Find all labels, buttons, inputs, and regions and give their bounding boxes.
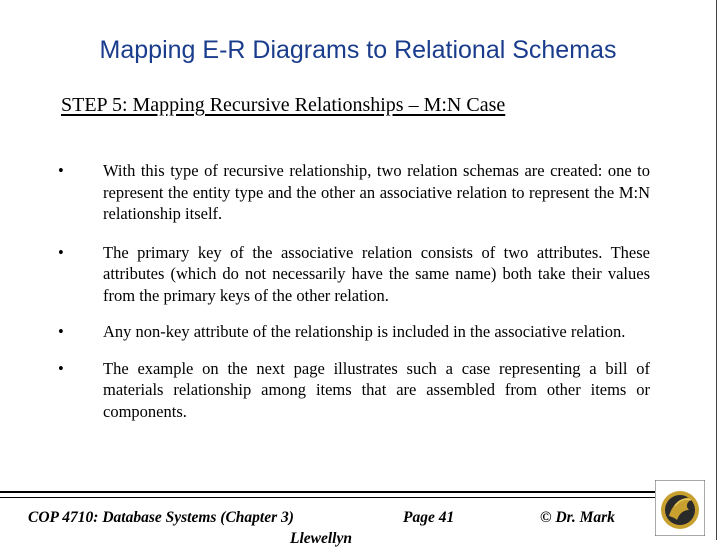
bullet-text: With this type of recursive relationship, two relation schemas are created: one to represent the entity type and the other an associative relation to represent the M:N relationship itself. — [103, 161, 650, 223]
footer-author-overflow: Llewellyn — [290, 530, 352, 547]
slide-title: Mapping E-R Diagrams to Relational Schemas — [99, 36, 617, 64]
bullet-list — [58, 160, 650, 422]
bullet-symbol: • — [58, 161, 64, 180]
footer-course: COP 4710: Database Systems (Chapter 3) — [28, 509, 294, 526]
bullet-text: The example on the next page illustrates such a case representing a bill of materials relationship among items that are assembled from other items or components. — [103, 358, 650, 421]
bullet-text: The primary key of the associative relation consists of two attributes. These attributes (which do not necessarily have the same name) both take their values from the primary keys of the other relation. — [103, 242, 650, 305]
bullet-item — [58, 160, 650, 225]
bullet-symbol: • — [58, 242, 64, 262]
footer-page-number: Page 41 — [403, 509, 455, 526]
footer-copyright: © Dr. Mark — [540, 509, 615, 526]
footer-rule — [0, 497, 655, 498]
bullet-text: Any non-key attribute of the relationship is included in the associative relation. — [103, 322, 626, 341]
bullet-item — [58, 242, 650, 307]
footer-rule — [0, 491, 655, 493]
bullet-item — [58, 358, 650, 423]
bullet-item — [58, 321, 650, 343]
bullet-symbol: • — [58, 358, 64, 378]
ucf-pegasus-logo-icon — [655, 480, 705, 536]
bullet-symbol: • — [58, 322, 64, 341]
slide-subtitle: STEP 5: Mapping Recursive Relationships – M:N Case — [61, 94, 506, 116]
slide-frame-edge — [716, 0, 717, 540]
